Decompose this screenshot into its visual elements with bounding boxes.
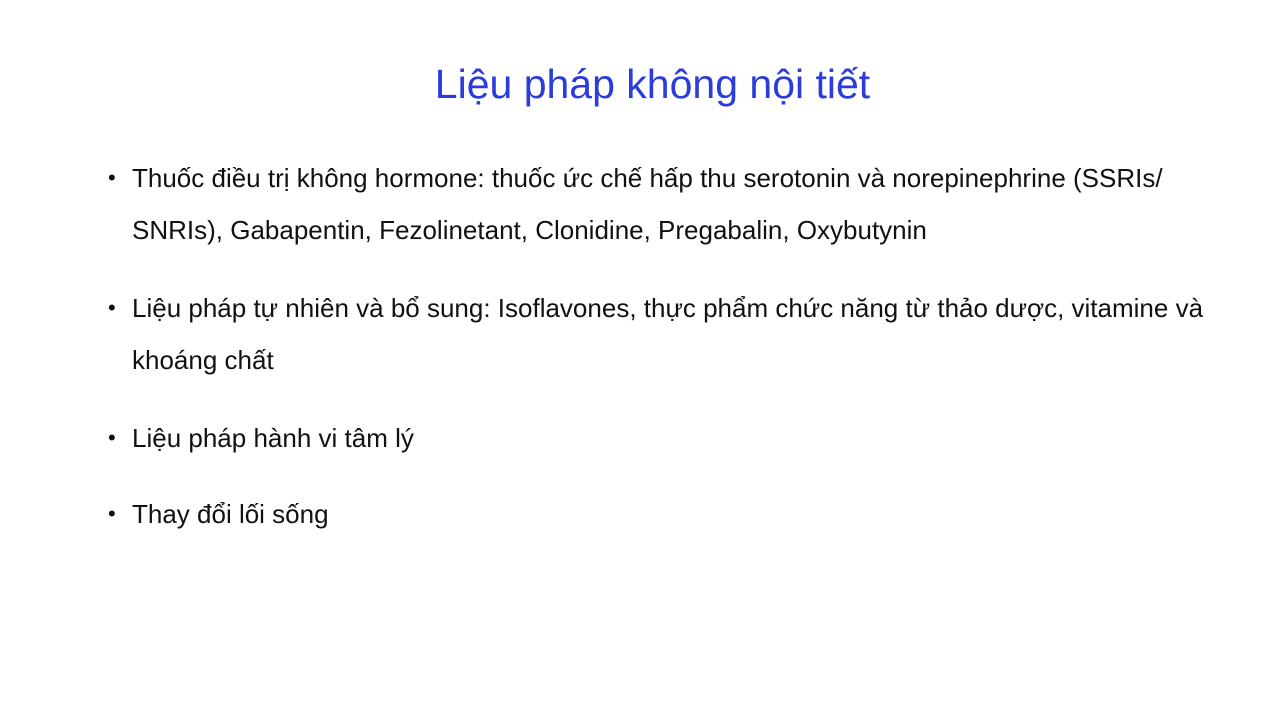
list-item bbox=[104, 488, 1224, 540]
list-item bbox=[104, 412, 1224, 464]
bullet-icon: • bbox=[108, 501, 116, 526]
bullet-text: Thuốc điều trị không hormone: thuốc ức chế hấp thu serotonin và norepinephrine (SSRIs/ SNRIs), Gabapentin, Fezolinetant, Clonidine, Pregabalin, Oxybutynin bbox=[132, 163, 1163, 245]
bullet-list bbox=[104, 152, 1224, 564]
bullet-text: Thay đổi lối sống bbox=[132, 499, 329, 529]
bullet-text: Liệu pháp tự nhiên và bổ sung: Isoflavones, thực phẩm chức năng từ thảo dược, vitamine và khoáng chất bbox=[132, 293, 1204, 375]
slide-title: Liệu pháp không nội tiết bbox=[434, 61, 871, 107]
bullet-icon: • bbox=[108, 425, 116, 450]
bullet-text: Liệu pháp hành vi tâm lý bbox=[132, 423, 414, 453]
list-item bbox=[104, 282, 1224, 386]
bullet-icon: • bbox=[108, 295, 116, 320]
list-item bbox=[104, 152, 1224, 256]
bullet-icon: • bbox=[108, 165, 116, 190]
